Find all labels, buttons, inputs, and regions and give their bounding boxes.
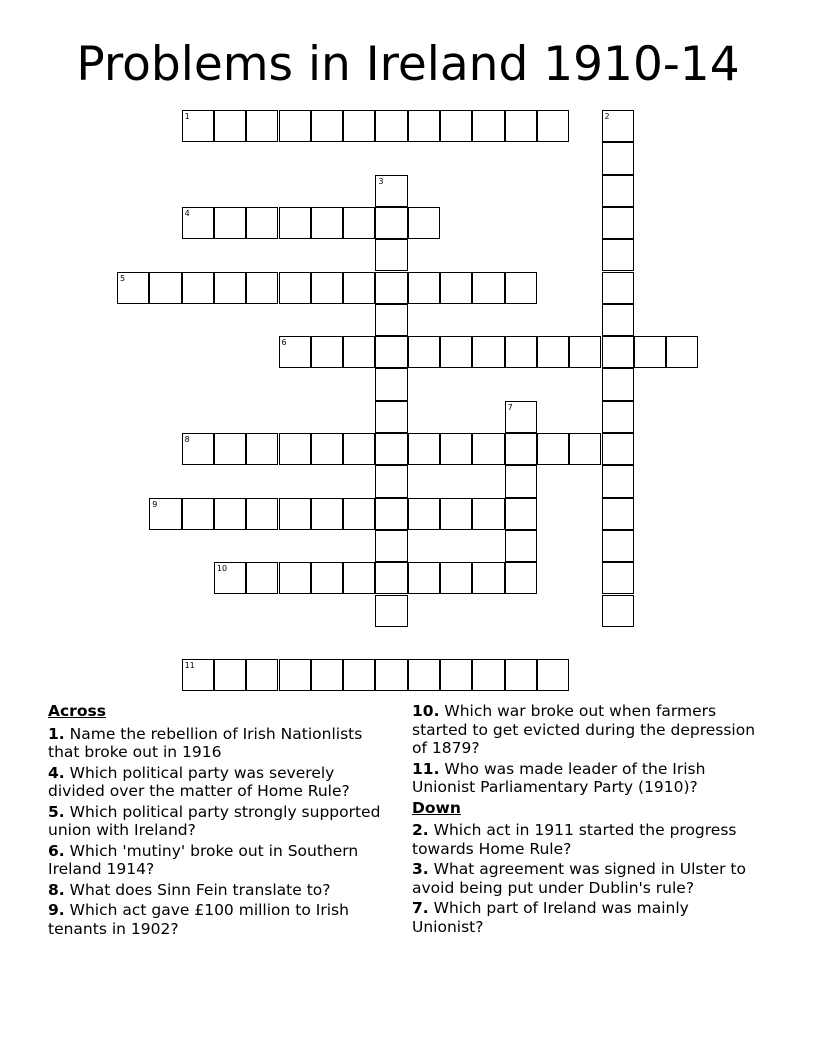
clue-number-label: 4 bbox=[184, 208, 190, 218]
grid-cell[interactable] bbox=[472, 659, 504, 691]
page-title: Problems in Ireland 1910-14 bbox=[76, 37, 740, 92]
grid-cell[interactable] bbox=[311, 207, 343, 239]
grid-cell[interactable] bbox=[311, 562, 343, 594]
clue-number-label: 6 bbox=[281, 338, 287, 348]
grid-cell[interactable] bbox=[408, 272, 440, 304]
grid-cell[interactable] bbox=[602, 498, 634, 530]
clue-text: Which war broke out when farmers started to get evicted during the depression of 1879? bbox=[412, 702, 756, 757]
grid-cell[interactable] bbox=[634, 336, 666, 368]
grid-cell[interactable] bbox=[182, 110, 214, 142]
grid-cell[interactable] bbox=[408, 207, 440, 239]
across-clue bbox=[48, 901, 393, 938]
grid-cell[interactable] bbox=[408, 562, 440, 594]
grid-cell[interactable] bbox=[375, 530, 407, 562]
grid-cell[interactable] bbox=[182, 207, 214, 239]
grid-cell[interactable] bbox=[343, 207, 375, 239]
grid-cell[interactable] bbox=[440, 498, 472, 530]
grid-cell[interactable] bbox=[602, 401, 634, 433]
grid-cell[interactable] bbox=[472, 336, 504, 368]
grid-cell[interactable] bbox=[666, 336, 698, 368]
clues-column-right bbox=[412, 702, 764, 938]
grid-cell[interactable] bbox=[279, 272, 311, 304]
clue-number: 9. bbox=[48, 901, 65, 919]
grid-cell[interactable] bbox=[375, 498, 407, 530]
grid-cell[interactable] bbox=[505, 530, 537, 562]
grid-cell[interactable] bbox=[375, 272, 407, 304]
across-heading: Across bbox=[48, 702, 106, 720]
grid-cell[interactable] bbox=[279, 207, 311, 239]
grid-cell[interactable] bbox=[343, 272, 375, 304]
clue-text: Which act gave £100 million to Irish tenants in 1902? bbox=[48, 901, 349, 938]
grid-cell[interactable] bbox=[343, 433, 375, 465]
grid-cell[interactable] bbox=[311, 498, 343, 530]
grid-cell[interactable] bbox=[214, 207, 246, 239]
grid-cell[interactable] bbox=[279, 659, 311, 691]
down-clue bbox=[412, 899, 764, 936]
grid-cell[interactable] bbox=[505, 498, 537, 530]
grid-cell[interactable] bbox=[472, 110, 504, 142]
clue-number-label: 2 bbox=[604, 112, 610, 121]
grid-cell[interactable] bbox=[505, 401, 537, 433]
across-clue bbox=[48, 881, 393, 900]
grid-cell[interactable] bbox=[602, 142, 634, 174]
grid-cell[interactable] bbox=[375, 207, 407, 239]
grid-cell[interactable] bbox=[214, 498, 246, 530]
grid-cell[interactable] bbox=[311, 272, 343, 304]
grid-cell[interactable] bbox=[246, 659, 278, 691]
clue-text: Name the rebellion of Irish Nationlists that broke out in 1916 bbox=[48, 724, 363, 761]
grid-cell[interactable] bbox=[505, 336, 537, 368]
clue-number: 1. bbox=[48, 724, 65, 743]
grid-cell[interactable] bbox=[408, 110, 440, 142]
clue-number-label: 9 bbox=[152, 499, 158, 509]
grid-cell[interactable] bbox=[505, 465, 537, 497]
clue-number-label: 10 bbox=[216, 564, 228, 574]
grid-cell[interactable] bbox=[602, 465, 634, 497]
grid-cell[interactable] bbox=[408, 336, 440, 368]
grid-cell[interactable] bbox=[117, 272, 149, 304]
grid-cell[interactable] bbox=[602, 530, 634, 562]
across-clue bbox=[48, 725, 393, 762]
grid-cell[interactable] bbox=[408, 498, 440, 530]
grid-cell[interactable] bbox=[343, 336, 375, 368]
down-heading: Down bbox=[412, 798, 461, 817]
grid-cell[interactable] bbox=[569, 336, 601, 368]
grid-cell[interactable] bbox=[182, 498, 214, 530]
across-clue bbox=[412, 702, 764, 758]
clues-column-left bbox=[48, 702, 393, 940]
clue-number-label: 8 bbox=[184, 435, 190, 444]
clue-number: 2. bbox=[412, 821, 429, 839]
grid-cell[interactable] bbox=[602, 336, 634, 368]
grid-cell[interactable] bbox=[279, 562, 311, 594]
grid-cell[interactable] bbox=[602, 110, 634, 142]
grid-cell[interactable] bbox=[375, 595, 407, 627]
grid-cell[interactable] bbox=[246, 433, 278, 465]
grid-cell[interactable] bbox=[440, 110, 472, 142]
grid-cell[interactable] bbox=[375, 110, 407, 142]
grid-cell[interactable] bbox=[343, 110, 375, 142]
grid-cell[interactable] bbox=[537, 433, 569, 465]
clue-text: Which political party was severely divided over the matter of Home Rule? bbox=[48, 763, 350, 800]
across-clue bbox=[48, 803, 393, 840]
grid-cell[interactable] bbox=[569, 433, 601, 465]
grid-cell[interactable] bbox=[472, 272, 504, 304]
grid-cell[interactable] bbox=[343, 659, 375, 691]
clue-number: 3. bbox=[412, 860, 429, 878]
grid-cell[interactable] bbox=[375, 401, 407, 433]
grid-cell[interactable] bbox=[149, 498, 181, 530]
grid-cell[interactable] bbox=[279, 110, 311, 142]
clue-number: 4. bbox=[48, 763, 65, 782]
grid-cell[interactable] bbox=[246, 272, 278, 304]
grid-cell[interactable] bbox=[472, 562, 504, 594]
grid-cell[interactable] bbox=[246, 110, 278, 142]
grid-cell[interactable] bbox=[311, 433, 343, 465]
grid-cell[interactable] bbox=[505, 659, 537, 691]
clue-text: Which part of Ireland was mainly Unionist? bbox=[412, 899, 689, 936]
clue-number: 5. bbox=[48, 802, 65, 821]
grid-cell[interactable] bbox=[214, 433, 246, 465]
grid-cell[interactable] bbox=[182, 433, 214, 465]
grid-cell[interactable] bbox=[440, 433, 472, 465]
clue-number-label: 5 bbox=[120, 273, 126, 283]
grid-cell[interactable] bbox=[246, 207, 278, 239]
grid-cell[interactable] bbox=[408, 659, 440, 691]
grid-cell[interactable] bbox=[214, 272, 246, 304]
grid-cell[interactable] bbox=[440, 562, 472, 594]
clue-text: Who was made leader of the Irish Unionist Parliamentary Party (1910)? bbox=[412, 759, 706, 796]
clue-text: Which 'mutiny' broke out in Southern Ireland 1914? bbox=[48, 841, 359, 878]
grid-cell[interactable] bbox=[375, 239, 407, 271]
grid-cell[interactable] bbox=[375, 368, 407, 400]
grid-cell[interactable] bbox=[602, 562, 634, 594]
grid-cell[interactable] bbox=[375, 336, 407, 368]
grid-cell[interactable] bbox=[505, 433, 537, 465]
grid-cell[interactable] bbox=[246, 562, 278, 594]
grid-cell[interactable] bbox=[214, 110, 246, 142]
clue-number-label: 1 bbox=[184, 112, 190, 121]
grid-cell[interactable] bbox=[602, 433, 634, 465]
grid-cell[interactable] bbox=[311, 659, 343, 691]
grid-cell[interactable] bbox=[505, 110, 537, 142]
grid-cell[interactable] bbox=[537, 659, 569, 691]
grid-cell[interactable] bbox=[537, 110, 569, 142]
grid-cell[interactable] bbox=[343, 498, 375, 530]
grid-cell[interactable] bbox=[505, 272, 537, 304]
grid-cell[interactable] bbox=[472, 433, 504, 465]
clue-text: Which act in 1911 started the progress towards Home Rule? bbox=[412, 821, 737, 858]
grid-cell[interactable] bbox=[182, 272, 214, 304]
clue-number-label: 7 bbox=[507, 402, 513, 412]
grid-cell[interactable] bbox=[440, 659, 472, 691]
grid-cell[interactable] bbox=[279, 498, 311, 530]
clue-number: 8. bbox=[48, 880, 65, 899]
grid-cell[interactable] bbox=[472, 498, 504, 530]
grid-cell[interactable] bbox=[214, 659, 246, 691]
across-clue-list bbox=[48, 725, 393, 939]
grid-cell[interactable] bbox=[214, 562, 246, 594]
grid-cell[interactable] bbox=[311, 110, 343, 142]
grid-cell[interactable] bbox=[602, 239, 634, 271]
grid-cell[interactable] bbox=[602, 272, 634, 304]
clue-text: What agreement was signed in Ulster to avoid being put under Dublin's rule? bbox=[412, 860, 746, 897]
clue-number-label: 3 bbox=[378, 176, 384, 186]
clue-number: 7. bbox=[412, 899, 429, 917]
down-clue bbox=[412, 821, 764, 858]
grid-cell[interactable] bbox=[602, 304, 634, 336]
grid-cell[interactable] bbox=[375, 433, 407, 465]
grid-cell[interactable] bbox=[279, 336, 311, 368]
grid-cell[interactable] bbox=[602, 175, 634, 207]
down-clue-list bbox=[412, 821, 764, 936]
clue-text: What does Sinn Fein translate to? bbox=[69, 880, 331, 899]
grid-cell[interactable] bbox=[602, 207, 634, 239]
down-clue bbox=[412, 860, 764, 897]
grid-cell[interactable] bbox=[375, 175, 407, 207]
grid-cell[interactable] bbox=[602, 368, 634, 400]
grid-cell[interactable] bbox=[149, 272, 181, 304]
grid-cell[interactable] bbox=[537, 336, 569, 368]
clue-number: 11. bbox=[412, 759, 440, 778]
grid-cell[interactable] bbox=[375, 465, 407, 497]
grid-cell[interactable] bbox=[246, 498, 278, 530]
clue-number-label: 11 bbox=[184, 661, 195, 671]
grid-cell[interactable] bbox=[375, 659, 407, 691]
across-clue bbox=[48, 764, 393, 801]
across-clue bbox=[48, 842, 393, 879]
grid-cell[interactable] bbox=[602, 595, 634, 627]
grid-cell[interactable] bbox=[408, 433, 440, 465]
grid-cell[interactable] bbox=[440, 272, 472, 304]
grid-cell[interactable] bbox=[375, 304, 407, 336]
grid-cell[interactable] bbox=[182, 659, 214, 691]
grid-cell[interactable] bbox=[375, 562, 407, 594]
grid-cell[interactable] bbox=[311, 336, 343, 368]
grid-cell[interactable] bbox=[279, 433, 311, 465]
across-clue bbox=[412, 760, 764, 797]
grid-cell[interactable] bbox=[505, 562, 537, 594]
clue-text: Which political party strongly supported union with Ireland? bbox=[48, 802, 381, 839]
grid-cell[interactable] bbox=[440, 336, 472, 368]
clue-number: 6. bbox=[48, 841, 65, 860]
grid-cell[interactable] bbox=[343, 562, 375, 594]
clue-number: 10. bbox=[412, 702, 440, 720]
